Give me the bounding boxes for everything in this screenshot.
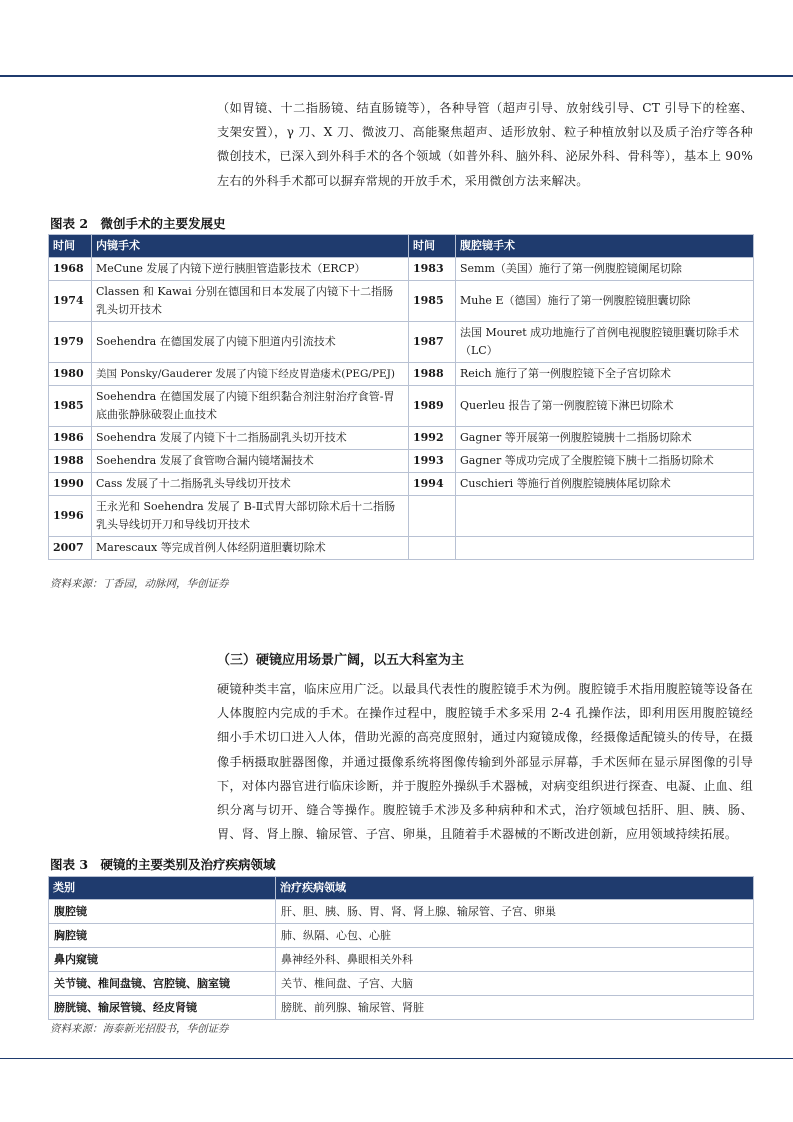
year-cell (409, 537, 456, 560)
year-cell (409, 496, 456, 537)
event-cell: Soehendra 在德国发展了内镜下胆道内引流技术 (92, 322, 409, 363)
event-cell: 王永光和 Soehendra 发展了 B-Ⅱ式胃大部切除术后十二指肠乳头导线切开刀和导线切开技术 (92, 496, 409, 537)
year-cell: 1968 (49, 258, 92, 281)
table-row (49, 972, 754, 996)
year-cell: 1985 (49, 386, 92, 427)
year-cell: 1994 (409, 473, 456, 496)
event-cell: Marescaux 等完成首例人体经阴道胆囊切除术 (92, 537, 409, 560)
event-cell: Classen 和 Kawai 分别在德国和日本发展了内镜下十二指肠乳头切开技术 (92, 281, 409, 322)
event-cell: Soehendra 在德国发展了内镜下组织黏合剂注射治疗食管-胃底曲张静脉破裂止血技术 (92, 386, 409, 427)
area-cell: 肝、胆、胰、肠、胃、肾、肾上腺、输尿管、子宫、卵巢 (276, 900, 754, 924)
event-cell: Gagner 等开展第一例腹腔镜胰十二指肠切除术 (456, 427, 754, 450)
history-table (48, 234, 754, 560)
area-cell: 关节、椎间盘、子宫、大脑 (276, 972, 754, 996)
table-row (49, 322, 754, 363)
table-row (49, 948, 754, 972)
figure2-source: 资料来源：丁香园，动脉网，华创证券 (50, 578, 229, 590)
area-cell: 膀胱、前列腺、输尿管、肾脏 (276, 996, 754, 1020)
event-cell: Semm（美国）施行了第一例腹腔镜阑尾切除 (456, 258, 754, 281)
figure2-title: 图表 2 微创手术的主要发展史 (50, 216, 226, 231)
event-cell: MeCune 发展了内镜下逆行胰胆管造影技术（ERCP） (92, 258, 409, 281)
header-year-endoscopy: 时间 (49, 235, 92, 258)
table-row (49, 427, 754, 450)
table-row (49, 473, 754, 496)
table-header-row (49, 877, 754, 900)
category-cell: 膀胱镜、输尿管镜、经皮肾镜 (49, 996, 276, 1020)
event-cell: Soehendra 发展了食管吻合漏内镜堵漏技术 (92, 450, 409, 473)
event-cell: Soehendra 发展了内镜下十二指肠副乳头切开技术 (92, 427, 409, 450)
year-cell: 1992 (409, 427, 456, 450)
year-cell: 1985 (409, 281, 456, 322)
category-cell: 胸腔镜 (49, 924, 276, 948)
year-cell: 1988 (409, 363, 456, 386)
event-cell: Muhe E（德国）施行了第一例腹腔镜胆囊切除 (456, 281, 754, 322)
table-row (49, 537, 754, 560)
event-cell: 美国 Ponsky/Gauderer 发展了内镜下经皮胃造瘘术(PEG/PEJ) (92, 363, 409, 386)
header-year-laparoscopy: 时间 (409, 235, 456, 258)
year-cell: 1980 (49, 363, 92, 386)
category-cell: 鼻内窥镜 (49, 948, 276, 972)
table-row (49, 924, 754, 948)
year-cell: 1993 (409, 450, 456, 473)
event-cell: Cuschieri 等施行首例腹腔镜胰体尾切除术 (456, 473, 754, 496)
event-cell: 法国 Mouret 成功地施行了首例电视腹腔镜胆囊切除手术（LC） (456, 322, 754, 363)
table-row (49, 900, 754, 924)
intro-paragraph: （如胃镜、十二指肠镜、结直肠镜等），各种导管（超声引导、放射线引导、CT 引导下的栓塞、支架安置），γ 刀、X 刀、微波刀、高能聚焦超声、适形放射、粒子种植放射以及质子治疗等各种微创技术，已深入到外科手术的各个领域（如普外科、脑外科、泌尿外科、骨科等），基本上 90%左右的外科手术都可以摒弃常规的开放手术，采用微创方法来解决。 (217, 101, 753, 188)
header-rule (0, 75, 793, 77)
event-cell: Cass 发展了十二指肠乳头导线切开技术 (92, 473, 409, 496)
figure3-title: 图表 3 硬镜的主要类别及治疗疾病领域 (50, 857, 276, 872)
area-cell: 肺、纵隔、心包、心脏 (276, 924, 754, 948)
table-row (49, 996, 754, 1020)
header-category: 类别 (49, 877, 276, 900)
header-laparoscopy: 腹腔镜手术 (456, 235, 754, 258)
year-cell: 1983 (409, 258, 456, 281)
event-cell: Reich 施行了第一例腹腔镜下全子宫切除术 (456, 363, 754, 386)
event-cell: Gagner 等成功完成了全腹腔镜下胰十二指肠切除术 (456, 450, 754, 473)
section-title: （三）硬镜应用场景广阔，以五大科室为主 (217, 653, 465, 668)
year-cell: 1974 (49, 281, 92, 322)
rigid-endoscope-table (48, 876, 754, 1020)
year-cell: 1989 (409, 386, 456, 427)
year-cell: 1986 (49, 427, 92, 450)
table-row (49, 363, 754, 386)
header-endoscopy: 内镜手术 (92, 235, 409, 258)
table-row (49, 496, 754, 537)
table-row (49, 386, 754, 427)
table-row (49, 281, 754, 322)
category-cell: 腹腔镜 (49, 900, 276, 924)
event-cell (456, 537, 754, 560)
table-row (49, 258, 754, 281)
header-treatment-area: 治疗疾病领域 (276, 877, 754, 900)
table-row (49, 450, 754, 473)
year-cell: 2007 (49, 537, 92, 560)
footer-rule (0, 1058, 793, 1059)
year-cell: 1996 (49, 496, 92, 537)
year-cell: 1990 (49, 473, 92, 496)
year-cell: 1987 (409, 322, 456, 363)
event-cell: Querleu 报告了第一例腹腔镜下淋巴切除术 (456, 386, 754, 427)
figure3-source: 资料来源：海泰新光招股书，华创证券 (50, 1023, 229, 1035)
category-cell: 关节镜、椎间盘镜、宫腔镜、脑室镜 (49, 972, 276, 996)
event-cell (456, 496, 754, 537)
section-paragraph: 硬镜种类丰富，临床应用广泛。以最具代表性的腹腔镜手术为例。腹腔镜手术指用腹腔镜等设备在人体腹腔内完成的手术。在操作过程中，腹腔镜手术多采用 2-4 孔操作法，即利用医用腹腔镜经细小手术切口进入人体，借助光源的高亮度照射，通过内窥镜成像，经摄像适配镜头的传导，在摄像手柄摄取脏器图像，并通过摄像系统将图像传输到外部显示屏幕，手术医师在显示屏图像的引导下，对体内器官进行临床诊断，并于腹腔外操纵手术器械，对病变组织进行探查、电凝、止血、组织分离与切开、缝合等操作。腹腔镜手术涉及多种病种和术式，治疗领域包括肝、胆、胰、肠、胃、肾、肾上腺、输尿管、子宫、卵巢，且随着手术器械的不断改进创新，应用领域持续拓展。 (217, 682, 753, 842)
year-cell: 1979 (49, 322, 92, 363)
table-header-row (49, 235, 754, 258)
year-cell: 1988 (49, 450, 92, 473)
area-cell: 鼻神经外科、鼻眼相关外科 (276, 948, 754, 972)
